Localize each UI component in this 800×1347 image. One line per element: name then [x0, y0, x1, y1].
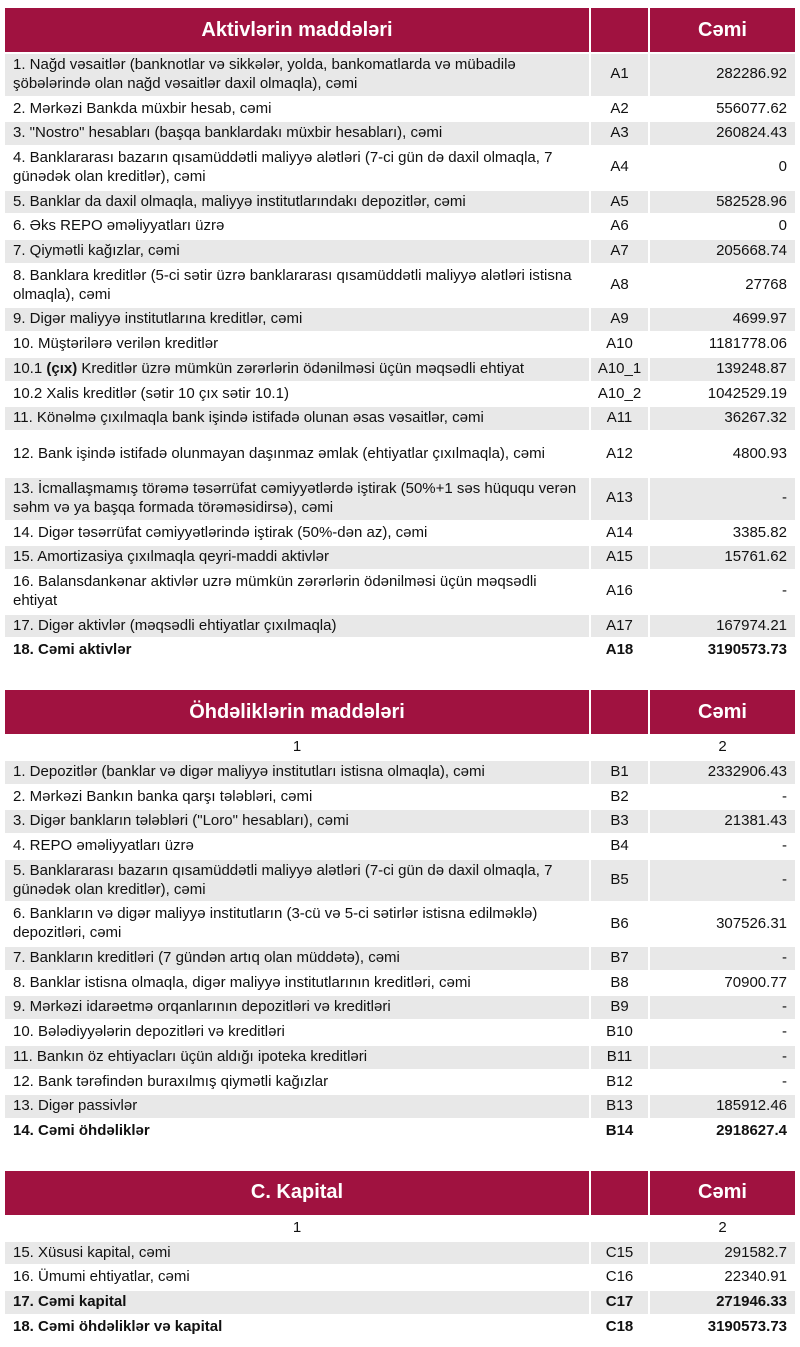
table-row	[5, 1021, 795, 1044]
table-row	[5, 972, 795, 995]
row-description: 7. Bankların kreditləri (7 gündən artıq olan müddətə), cəmi	[5, 947, 589, 970]
table-row	[5, 615, 795, 638]
table-row	[5, 122, 795, 145]
table-row	[5, 996, 795, 1019]
table-row	[5, 1266, 795, 1289]
section-header	[5, 1171, 795, 1215]
row-description: 13. İcmallaşmamış törəmə təsərrüfat cəmiyyətlərdə iştirak (50%+1 səs hüququ verən səhm və ya başqa formada törəməsidirsə), cəmi	[5, 478, 589, 520]
row-value: -	[650, 860, 795, 902]
row-value: 4699.97	[650, 308, 795, 331]
column-number-2: 2	[650, 736, 795, 759]
table-row	[5, 191, 795, 214]
row-code: B7	[591, 947, 648, 970]
row-value: 36267.32	[650, 407, 795, 430]
table-row	[5, 810, 795, 833]
row-description: 9. Digər maliyyə institutlarına kreditlər, cəmi	[5, 308, 589, 331]
row-code: B1	[591, 761, 648, 784]
section-header-code-spacer	[591, 1171, 648, 1215]
row-description: 11. Bankın öz ehtiyacları üçün aldığı ipoteka kreditləri	[5, 1046, 589, 1069]
section-rows	[5, 54, 795, 662]
section-liabilities	[5, 690, 795, 1143]
row-code: A10_2	[591, 383, 648, 406]
table-row	[5, 98, 795, 121]
row-description: 8. Banklar istisna olmaqla, digər maliyyə institutlarının kreditləri, cəmi	[5, 972, 589, 995]
table-row	[5, 358, 795, 381]
row-description: 18. Cəmi öhdəliklər və kapital	[5, 1316, 589, 1339]
row-code: A2	[591, 98, 648, 121]
row-description: 16. Balansdankənar aktivlər uzrə mümkün zərərlərin ödənilməsi üçün məqsədli ehtiyat	[5, 571, 589, 613]
row-value: -	[650, 1071, 795, 1094]
row-code: B4	[591, 835, 648, 858]
section-capital	[5, 1171, 795, 1339]
row-value: 2918627.4	[650, 1120, 795, 1143]
row-value: 3190573.73	[650, 639, 795, 662]
row-description: 5. Banklararası bazarın qısamüddətli maliyyə alətləri (7-ci gün də daxil olmaqla, 7 günədək olan kreditlər), cəmi	[5, 860, 589, 902]
table-row	[5, 478, 795, 520]
row-code: A1	[591, 54, 648, 96]
row-value: -	[650, 478, 795, 520]
table-row	[5, 903, 795, 945]
table-row	[5, 383, 795, 406]
section-title: C. Kapital	[5, 1171, 589, 1215]
section-header-code-spacer	[591, 690, 648, 734]
row-value: 70900.77	[650, 972, 795, 995]
row-value: 4800.93	[650, 432, 795, 476]
row-code: A17	[591, 615, 648, 638]
table-row	[5, 761, 795, 784]
table-row	[5, 522, 795, 545]
column-number-spacer	[591, 736, 648, 759]
row-code: A4	[591, 147, 648, 189]
row-value: 0	[650, 147, 795, 189]
row-code: A7	[591, 240, 648, 263]
table-row	[5, 1291, 795, 1314]
section-rows	[5, 1242, 795, 1339]
row-code: A9	[591, 308, 648, 331]
row-description: 4. Banklararası bazarın qısamüddətli maliyyə alətləri (7-ci gün də daxil olmaqla, 7 günədək olan kreditlər), cəmi	[5, 147, 589, 189]
table-row	[5, 333, 795, 356]
row-code: B8	[591, 972, 648, 995]
row-value: -	[650, 571, 795, 613]
row-code: C18	[591, 1316, 648, 1339]
table-row	[5, 860, 795, 902]
row-description: 12. Bank işində istifadə olunmayan daşınmaz əmlak (ehtiyatlar çıxılmaqla), cəmi	[5, 432, 589, 476]
row-code: B5	[591, 860, 648, 902]
table-row	[5, 407, 795, 430]
table-row	[5, 308, 795, 331]
section-header	[5, 690, 795, 734]
row-description: 2. Mərkəzi Bankda müxbir hesab, cəmi	[5, 98, 589, 121]
row-description: 12. Bank tərəfindən buraxılmış qiymətli kağızlar	[5, 1071, 589, 1094]
row-description: 2. Mərkəzi Bankın banka qarşı tələbləri, cəmi	[5, 786, 589, 809]
row-description: 7. Qiymətli kağızlar, cəmi	[5, 240, 589, 263]
row-code: A10_1	[591, 358, 648, 381]
row-code: A14	[591, 522, 648, 545]
table-row	[5, 1242, 795, 1265]
row-code: B9	[591, 996, 648, 1019]
row-code: A16	[591, 571, 648, 613]
row-description: 14. Cəmi öhdəliklər	[5, 1120, 589, 1143]
row-code: C17	[591, 1291, 648, 1314]
section-total-header: Cəmi	[650, 8, 795, 52]
table-row	[5, 786, 795, 809]
row-value: 21381.43	[650, 810, 795, 833]
row-description: 17. Digər aktivlər (məqsədli ehtiyatlar çıxılmaqla)	[5, 615, 589, 638]
row-code: A10	[591, 333, 648, 356]
row-code: A12	[591, 432, 648, 476]
row-code: A11	[591, 407, 648, 430]
table-row	[5, 1046, 795, 1069]
row-description: 10.1 (çıx) Kreditlər üzrə mümkün zərərlərin ödənilməsi üçün məqsədli ehtiyat	[5, 358, 589, 381]
row-description: 10. Bələdiyyələrin depozitləri və kreditləri	[5, 1021, 589, 1044]
row-code: A5	[591, 191, 648, 214]
row-value: -	[650, 1046, 795, 1069]
table-row	[5, 432, 795, 476]
row-description: 8. Banklara kreditlər (5-ci sətir üzrə banklararası qısamüddətli maliyyə alətləri istisna olmaqla), cəmi	[5, 265, 589, 307]
row-value: 307526.31	[650, 903, 795, 945]
row-value: -	[650, 786, 795, 809]
column-number-2: 2	[650, 1217, 795, 1240]
row-description: 15. Xüsusi kapital, cəmi	[5, 1242, 589, 1265]
row-value: 582528.96	[650, 191, 795, 214]
row-value: 22340.91	[650, 1266, 795, 1289]
table-row	[5, 265, 795, 307]
table-row	[5, 947, 795, 970]
row-value: 167974.21	[650, 615, 795, 638]
row-description: 3. Digər bankların tələbləri ("Loro" hesabları), cəmi	[5, 810, 589, 833]
row-code: A18	[591, 639, 648, 662]
row-value: 3190573.73	[650, 1316, 795, 1339]
row-value: 185912.46	[650, 1095, 795, 1118]
row-description: 6. Əks REPO əməliyyatları üzrə	[5, 215, 589, 238]
row-description: 5. Banklar da daxil olmaqla, maliyyə institutlarındakı depozitlər, cəmi	[5, 191, 589, 214]
row-value: 1042529.19	[650, 383, 795, 406]
row-code: B12	[591, 1071, 648, 1094]
row-value: -	[650, 996, 795, 1019]
row-description: 15. Amortizasiya çıxılmaqla qeyri-maddi aktivlər	[5, 546, 589, 569]
row-value: 271946.33	[650, 1291, 795, 1314]
row-code: B13	[591, 1095, 648, 1118]
section-header-code-spacer	[591, 8, 648, 52]
section-title: Öhdəliklərin maddələri	[5, 690, 589, 734]
row-value: 260824.43	[650, 122, 795, 145]
row-description: 13. Digər passivlər	[5, 1095, 589, 1118]
row-description: 3. "Nostro" hesabları (başqa banklardakı müxbir hesabları), cəmi	[5, 122, 589, 145]
row-value: -	[650, 835, 795, 858]
table-row	[5, 571, 795, 613]
column-number-row	[5, 1217, 795, 1240]
row-description: 11. Könəlmə çıxılmaqla bank işində istifadə olunan əsas vəsaitlər, cəmi	[5, 407, 589, 430]
row-value: 15761.62	[650, 546, 795, 569]
section-total-header: Cəmi	[650, 690, 795, 734]
section-title: Aktivlərin maddələri	[5, 8, 589, 52]
row-value: 2332906.43	[650, 761, 795, 784]
row-code: C16	[591, 1266, 648, 1289]
table-row	[5, 1120, 795, 1143]
row-code: A8	[591, 265, 648, 307]
row-code: A3	[591, 122, 648, 145]
row-description: 17. Cəmi kapital	[5, 1291, 589, 1314]
row-description: 9. Mərkəzi idarəetmə orqanlarının depozitləri və kreditləri	[5, 996, 589, 1019]
column-number-1: 1	[5, 1217, 589, 1240]
column-number-spacer	[591, 1217, 648, 1240]
row-code: A15	[591, 546, 648, 569]
row-code: A13	[591, 478, 648, 520]
table-row	[5, 1316, 795, 1339]
row-value: 3385.82	[650, 522, 795, 545]
row-code: B6	[591, 903, 648, 945]
section-assets	[5, 8, 795, 662]
row-value: 0	[650, 215, 795, 238]
row-value: 556077.62	[650, 98, 795, 121]
row-value: 291582.7	[650, 1242, 795, 1265]
row-description: 10. Müştərilərə verilən kreditlər	[5, 333, 589, 356]
table-row	[5, 54, 795, 96]
row-description: 1. Nağd vəsaitlər (banknotlar və sikkələr, yolda, bankomatlarda və mübadilə şöbələrində olan nağd vəsaitlər daxil olmaqla), cəmi	[5, 54, 589, 96]
table-row	[5, 639, 795, 662]
section-rows	[5, 761, 795, 1143]
row-value: 1181778.06	[650, 333, 795, 356]
row-description: 16. Ümumi ehtiyatlar, cəmi	[5, 1266, 589, 1289]
row-description: 18. Cəmi aktivlər	[5, 639, 589, 662]
row-value: -	[650, 1021, 795, 1044]
row-value: 282286.92	[650, 54, 795, 96]
row-code: B11	[591, 1046, 648, 1069]
table-row	[5, 546, 795, 569]
row-value: 139248.87	[650, 358, 795, 381]
table-row	[5, 215, 795, 238]
table-row	[5, 240, 795, 263]
row-value: 205668.74	[650, 240, 795, 263]
row-code: B3	[591, 810, 648, 833]
row-code: A6	[591, 215, 648, 238]
row-code: C15	[591, 1242, 648, 1265]
row-value: 27768	[650, 265, 795, 307]
table-row	[5, 1095, 795, 1118]
row-code: B14	[591, 1120, 648, 1143]
row-code: B2	[591, 786, 648, 809]
column-number-row	[5, 736, 795, 759]
table-row	[5, 835, 795, 858]
table-row	[5, 1071, 795, 1094]
row-description: 14. Digər təsərrüfat cəmiyyətlərində iştirak (50%-dən az), cəmi	[5, 522, 589, 545]
row-description: 1. Depozitlər (banklar və digər maliyyə institutları istisna olmaqla), cəmi	[5, 761, 589, 784]
column-number-1: 1	[5, 736, 589, 759]
row-description: 4. REPO əməliyyatları üzrə	[5, 835, 589, 858]
row-description: 10.2 Xalis kreditlər (sətir 10 çıx sətir 10.1)	[5, 383, 589, 406]
row-value: -	[650, 947, 795, 970]
section-total-header: Cəmi	[650, 1171, 795, 1215]
section-header	[5, 8, 795, 52]
row-description: 6. Bankların və digər maliyyə institutların (3-cü və 5-ci sətirlər istisna edilməklə) depozitləri, cəmi	[5, 903, 589, 945]
row-code: B10	[591, 1021, 648, 1044]
table-row	[5, 147, 795, 189]
